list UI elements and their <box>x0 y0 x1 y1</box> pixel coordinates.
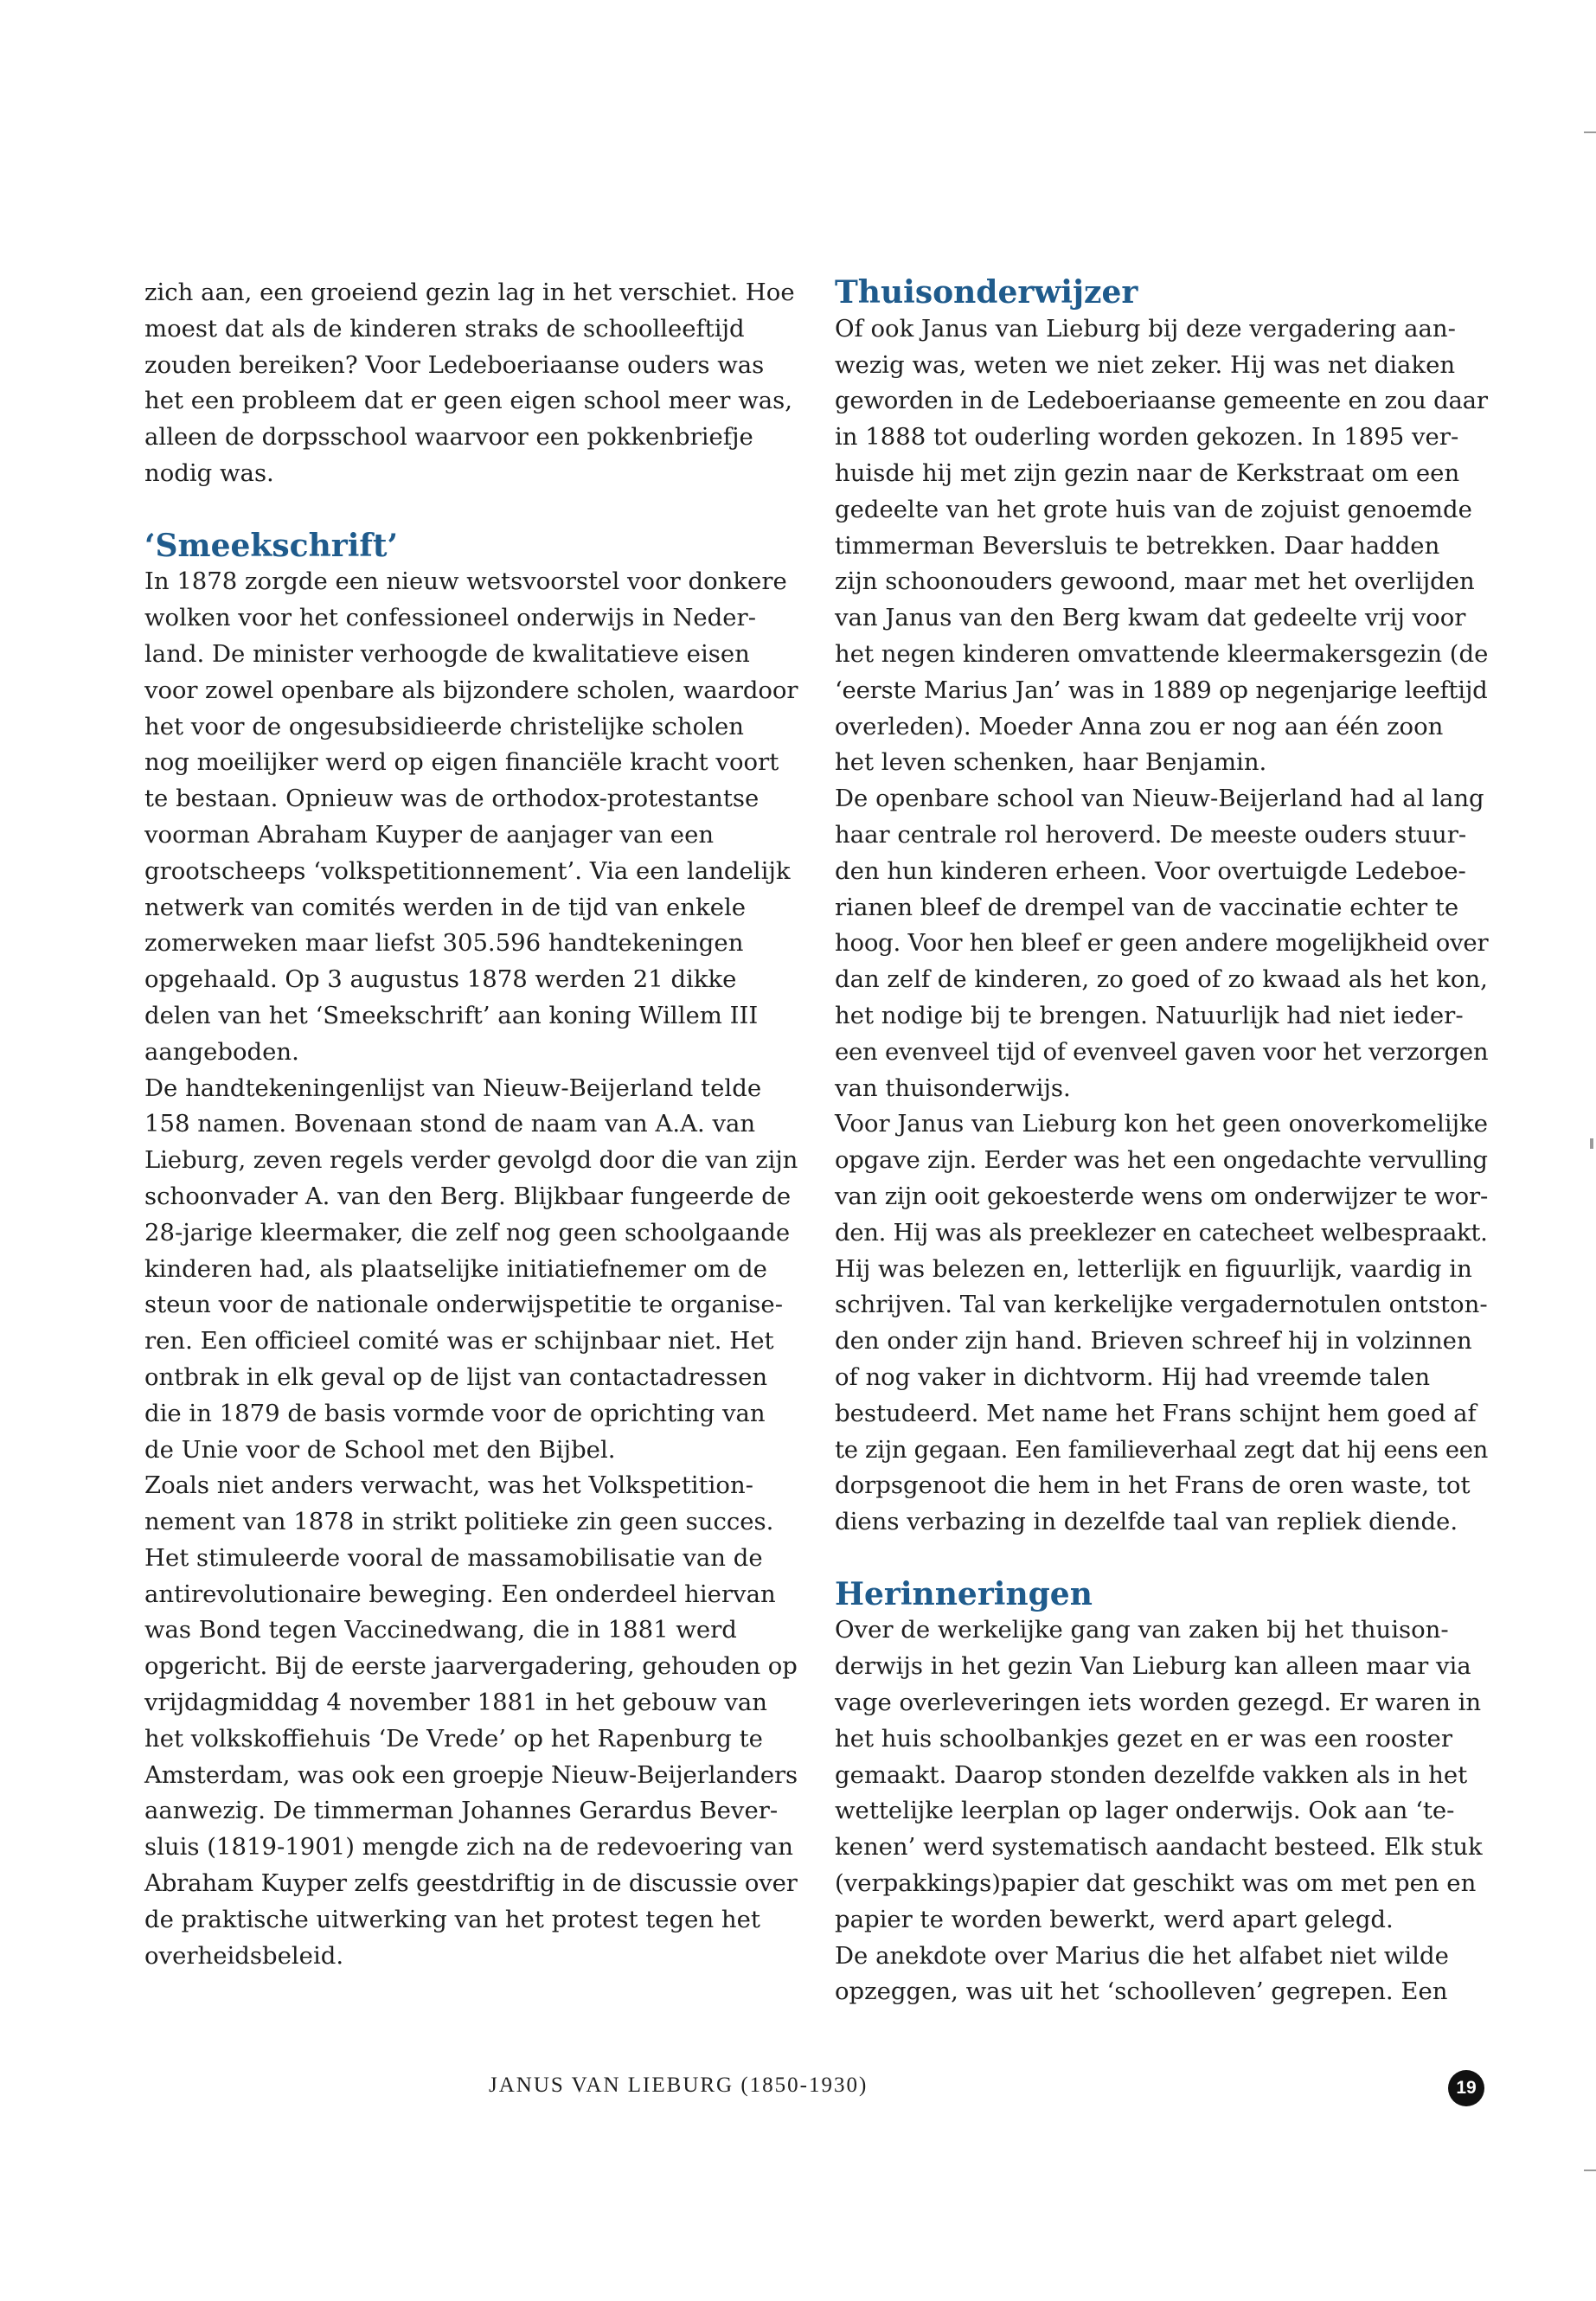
section-heading-thuisonderwijzer: Thuisonderwijzer <box>835 274 1138 311</box>
text-line: 28-jarige kleermaker, die zelf nog geen schoolgaande <box>144 1218 791 1247</box>
text-line: grootscheeps ‘volkspetitionnement’. Via een landelijk <box>144 856 791 885</box>
text-line: (verpakkings)papier dat geschikt was om met pen en <box>835 1869 1477 1898</box>
text-line: dorpsgenoot die hem in het Frans de oren waste, tot <box>835 1471 1471 1500</box>
smeekschrift-section-text <box>144 564 798 1974</box>
text-line: Abraham Kuyper zelfs geestdriftig in de discussie over <box>144 1869 798 1898</box>
text-line: het een probleem dat er geen eigen school meer was, <box>144 387 792 415</box>
thuisonderwijzer-section-text <box>835 311 1488 1541</box>
text-line: derwijs in het gezin Van Lieburg kan alleen maar via <box>835 1652 1471 1681</box>
text-line: ‘eerste Marius Jan’ was in 1889 op negenjarige leeftijd <box>835 676 1488 704</box>
text-line: die in 1879 de basis vormde voor de oprichting van <box>144 1399 766 1427</box>
text-line: netwerk van comités werden in de tijd van enkele <box>144 893 747 921</box>
section-heading-herinneringen: Herinneringen <box>835 1575 1093 1612</box>
text-line: ontbrak in elk geval op de lijst van contactadressen <box>144 1362 768 1391</box>
text-line: het leven schenken, haar Benjamin. <box>835 748 1267 777</box>
crop-mark <box>1584 131 1596 133</box>
text-line: opgericht. Bij de eerste jaarvergadering, gehouden op <box>144 1652 798 1681</box>
crop-mark <box>1584 2170 1596 2171</box>
text-line: Zoals niet anders verwacht, was het Volkspetition- <box>144 1471 753 1500</box>
text-line: moest dat als de kinderen straks de schoolleeftijd <box>144 314 745 343</box>
text-line: de praktische uitwerking van het protest tegen het <box>144 1905 760 1933</box>
text-line: van thuisonderwijs. <box>835 1074 1071 1102</box>
text-line: een evenveel tijd of evenveel gaven voor het verzorgen <box>835 1037 1489 1066</box>
text-line: van zijn ooit gekoesterde wens om onderwijzer te wor- <box>835 1182 1489 1210</box>
text-line: in 1888 tot ouderling worden gekozen. In 1895 ver- <box>835 423 1459 452</box>
text-line: nog moeilijker werd op eigen financiële kracht voort <box>144 748 779 777</box>
text-line: haar centrale rol heroverd. De meeste ouders stuur- <box>835 820 1467 849</box>
text-line: steun voor de nationale onderwijspetitie te organise- <box>144 1291 783 1319</box>
text-line: Voor Janus van Lieburg kon het geen onoverkomelijke <box>835 1110 1489 1138</box>
section-spacer <box>835 1541 1488 1577</box>
text-line: het volkskoffiehuis ‘De Vrede’ op het Rapenburg te <box>144 1724 763 1753</box>
text-line: rianen bleef de drempel van de vaccinatie echter te <box>835 893 1459 921</box>
text-line: opgehaald. Op 3 augustus 1878 werden 21 dikke <box>144 965 737 994</box>
text-line: huisde hij met zijn gezin naar de Kerkstraat om een <box>835 458 1460 487</box>
text-line: land. De minister verhoogde de kwalitatieve eisen <box>144 639 750 668</box>
text-line: vrijdagmiddag 4 november 1881 in het gebouw van <box>144 1689 768 1717</box>
text-line: of nog vaker in dichtvorm. Hij had vreemde talen <box>835 1362 1431 1391</box>
text-line: 158 namen. Bovenaan stond de naam van A.A. van <box>144 1110 756 1138</box>
text-line: van Janus van den Berg kwam dat gedeelte vrij voor <box>835 604 1466 632</box>
text-line: den. Hij was als preeklezer en catecheet welbespraakt. <box>835 1218 1488 1247</box>
text-line: ren. Een officieel comité was er schijnbaar niet. Het <box>144 1327 774 1356</box>
text-line: bestudeerd. Met name het Frans schijnt hem goed af <box>835 1399 1477 1427</box>
text-line: Hij was belezen en, letterlijk en figuurlijk, vaardig in <box>835 1254 1472 1283</box>
text-line: Amsterdam, was ook een groepje Nieuw-Beijerlanders <box>144 1760 798 1789</box>
text-line: Lieburg, zeven regels verder gevolgd door die van zijn <box>144 1146 798 1175</box>
text-line: delen van het ‘Smeekschrift’ aan koning Willem III <box>144 1001 759 1029</box>
text-line: De openbare school van Nieuw-Beijerland had al lang <box>835 785 1484 813</box>
text-line: kinderen had, als plaatselijke initiatiefnemer om de <box>144 1254 767 1283</box>
text-line: het negen kinderen omvattende kleermakersgezin (de <box>835 639 1489 668</box>
text-line: Of ook Janus van Lieburg bij deze vergadering aan- <box>835 314 1456 343</box>
left-column <box>144 275 798 1974</box>
text-line: In 1878 zorgde een nieuw wetsvoorstel voor donkere <box>144 567 787 596</box>
text-line: was Bond tegen Vaccinedwang, die in 1881 werd <box>144 1616 737 1644</box>
text-line: diens verbazing in dezelfde taal van repliek diende. <box>835 1508 1458 1536</box>
page-number-badge: 19 <box>1448 2070 1484 2106</box>
text-line: De handtekeningenlijst van Nieuw-Beijerland telde <box>144 1074 762 1102</box>
text-line: voor zowel openbare als bijzondere scholen, waardoor <box>144 676 798 704</box>
text-line: gemaakt. Daarop stonden dezelfde vakken als in het <box>835 1760 1468 1789</box>
text-line: het voor de ongesubsidieerde christelijke scholen <box>144 712 744 740</box>
text-line: timmerman Beversluis te betrekken. Daar hadden <box>835 531 1440 560</box>
text-line: het nodige bij te brengen. Natuurlijk had niet ieder- <box>835 1001 1464 1029</box>
text-line: zomerweken maar liefst 305.596 handtekeningen <box>144 929 744 958</box>
text-line: opgave zijn. Eerder was het een ongedachte vervulling <box>835 1146 1488 1175</box>
text-line: te bestaan. Opnieuw was de orthodox-protestantse <box>144 785 760 813</box>
text-line: nodig was. <box>144 458 274 487</box>
text-line: aanwezig. De timmerman Johannes Gerardus Bever- <box>144 1797 779 1825</box>
text-line: zich aan, een groeiend gezin lag in het verschiet. Hoe <box>144 279 795 306</box>
crop-mark <box>1590 1138 1593 1149</box>
running-footer-title: JANUS VAN LIEBURG (1850-1930) <box>489 2073 869 2097</box>
text-line: schoonvader A. van den Berg. Blijkbaar fungeerde de <box>144 1182 792 1210</box>
intro-paragraph <box>144 275 798 492</box>
text-line: dan zelf de kinderen, zo goed of zo kwaad als het kon, <box>835 965 1488 994</box>
text-line: vage overleveringen iets worden gezegd. Er waren in <box>835 1689 1482 1717</box>
text-line: Het stimuleerde vooral de massamobilisatie van de <box>144 1543 763 1572</box>
text-line: schrijven. Tal van kerkelijke vergadernotulen ontston- <box>835 1291 1488 1319</box>
text-line: Over de werkelijke gang van zaken bij het thuison- <box>835 1616 1449 1644</box>
text-line: de Unie voor de School met den Bijbel. <box>144 1435 616 1464</box>
text-line: zouden bereiken? Voor Ledeboeriaanse ouders was <box>144 350 765 379</box>
text-line: antirevolutionaire beweging. Een onderdeel hiervan <box>144 1580 776 1608</box>
text-line: alleen de dorpsschool waarvoor een pokkenbriefje <box>144 423 753 452</box>
text-line: het huis schoolbankjes gezet en er was een rooster <box>835 1724 1452 1753</box>
text-line: den onder zijn hand. Brieven schreef hij in volzinnen <box>835 1327 1472 1356</box>
text-line: voorman Abraham Kuyper de aanjager van een <box>144 820 715 849</box>
section-heading-smeekschrift: ‘Smeekschrift’ <box>144 527 399 564</box>
text-line: overheidsbeleid. <box>144 1941 344 1970</box>
text-line: gedeelte van het grote huis van de zojuist genoemde <box>835 495 1472 523</box>
text-line: kenen’ werd systematisch aandacht besteed. Elk stuk <box>835 1833 1483 1862</box>
herinneringen-section-text <box>835 1612 1488 2010</box>
text-line: hoog. Voor hen bleef er geen andere mogelijkheid over <box>835 929 1489 958</box>
text-line: De anekdote over Marius die het alfabet niet wilde <box>835 1941 1449 1970</box>
text-line: sluis (1819-1901) mengde zich na de redevoering van <box>144 1833 793 1862</box>
text-line: papier te worden bewerkt, werd apart gelegd. <box>835 1905 1394 1933</box>
text-line: wettelijke leerplan op lager onderwijs. Ook aan ‘te- <box>835 1797 1455 1825</box>
text-line: wolken voor het confessioneel onderwijs in Neder- <box>144 604 756 632</box>
section-spacer <box>144 492 798 529</box>
text-line: wezig was, weten we niet zeker. Hij was net diaken <box>835 350 1456 379</box>
text-line: aangeboden. <box>144 1037 299 1066</box>
text-line: den hun kinderen erheen. Voor overtuigde Ledeboe- <box>835 856 1466 885</box>
right-column <box>835 275 1488 2010</box>
text-line: overleden). Moeder Anna zou er nog aan één zoon <box>835 712 1444 740</box>
text-line: geworden in de Ledeboeriaanse gemeente en zou daar <box>835 387 1488 415</box>
text-line: te zijn gegaan. Een familieverhaal zegt dat hij eens een <box>835 1435 1489 1464</box>
text-line: opzeggen, was uit het ‘schoolleven’ gegrepen. Een <box>835 1977 1448 2006</box>
text-line: nement van 1878 in strikt politieke zin geen succes. <box>144 1508 774 1536</box>
text-line: zijn schoonouders gewoond, maar met het overlijden <box>835 567 1475 596</box>
